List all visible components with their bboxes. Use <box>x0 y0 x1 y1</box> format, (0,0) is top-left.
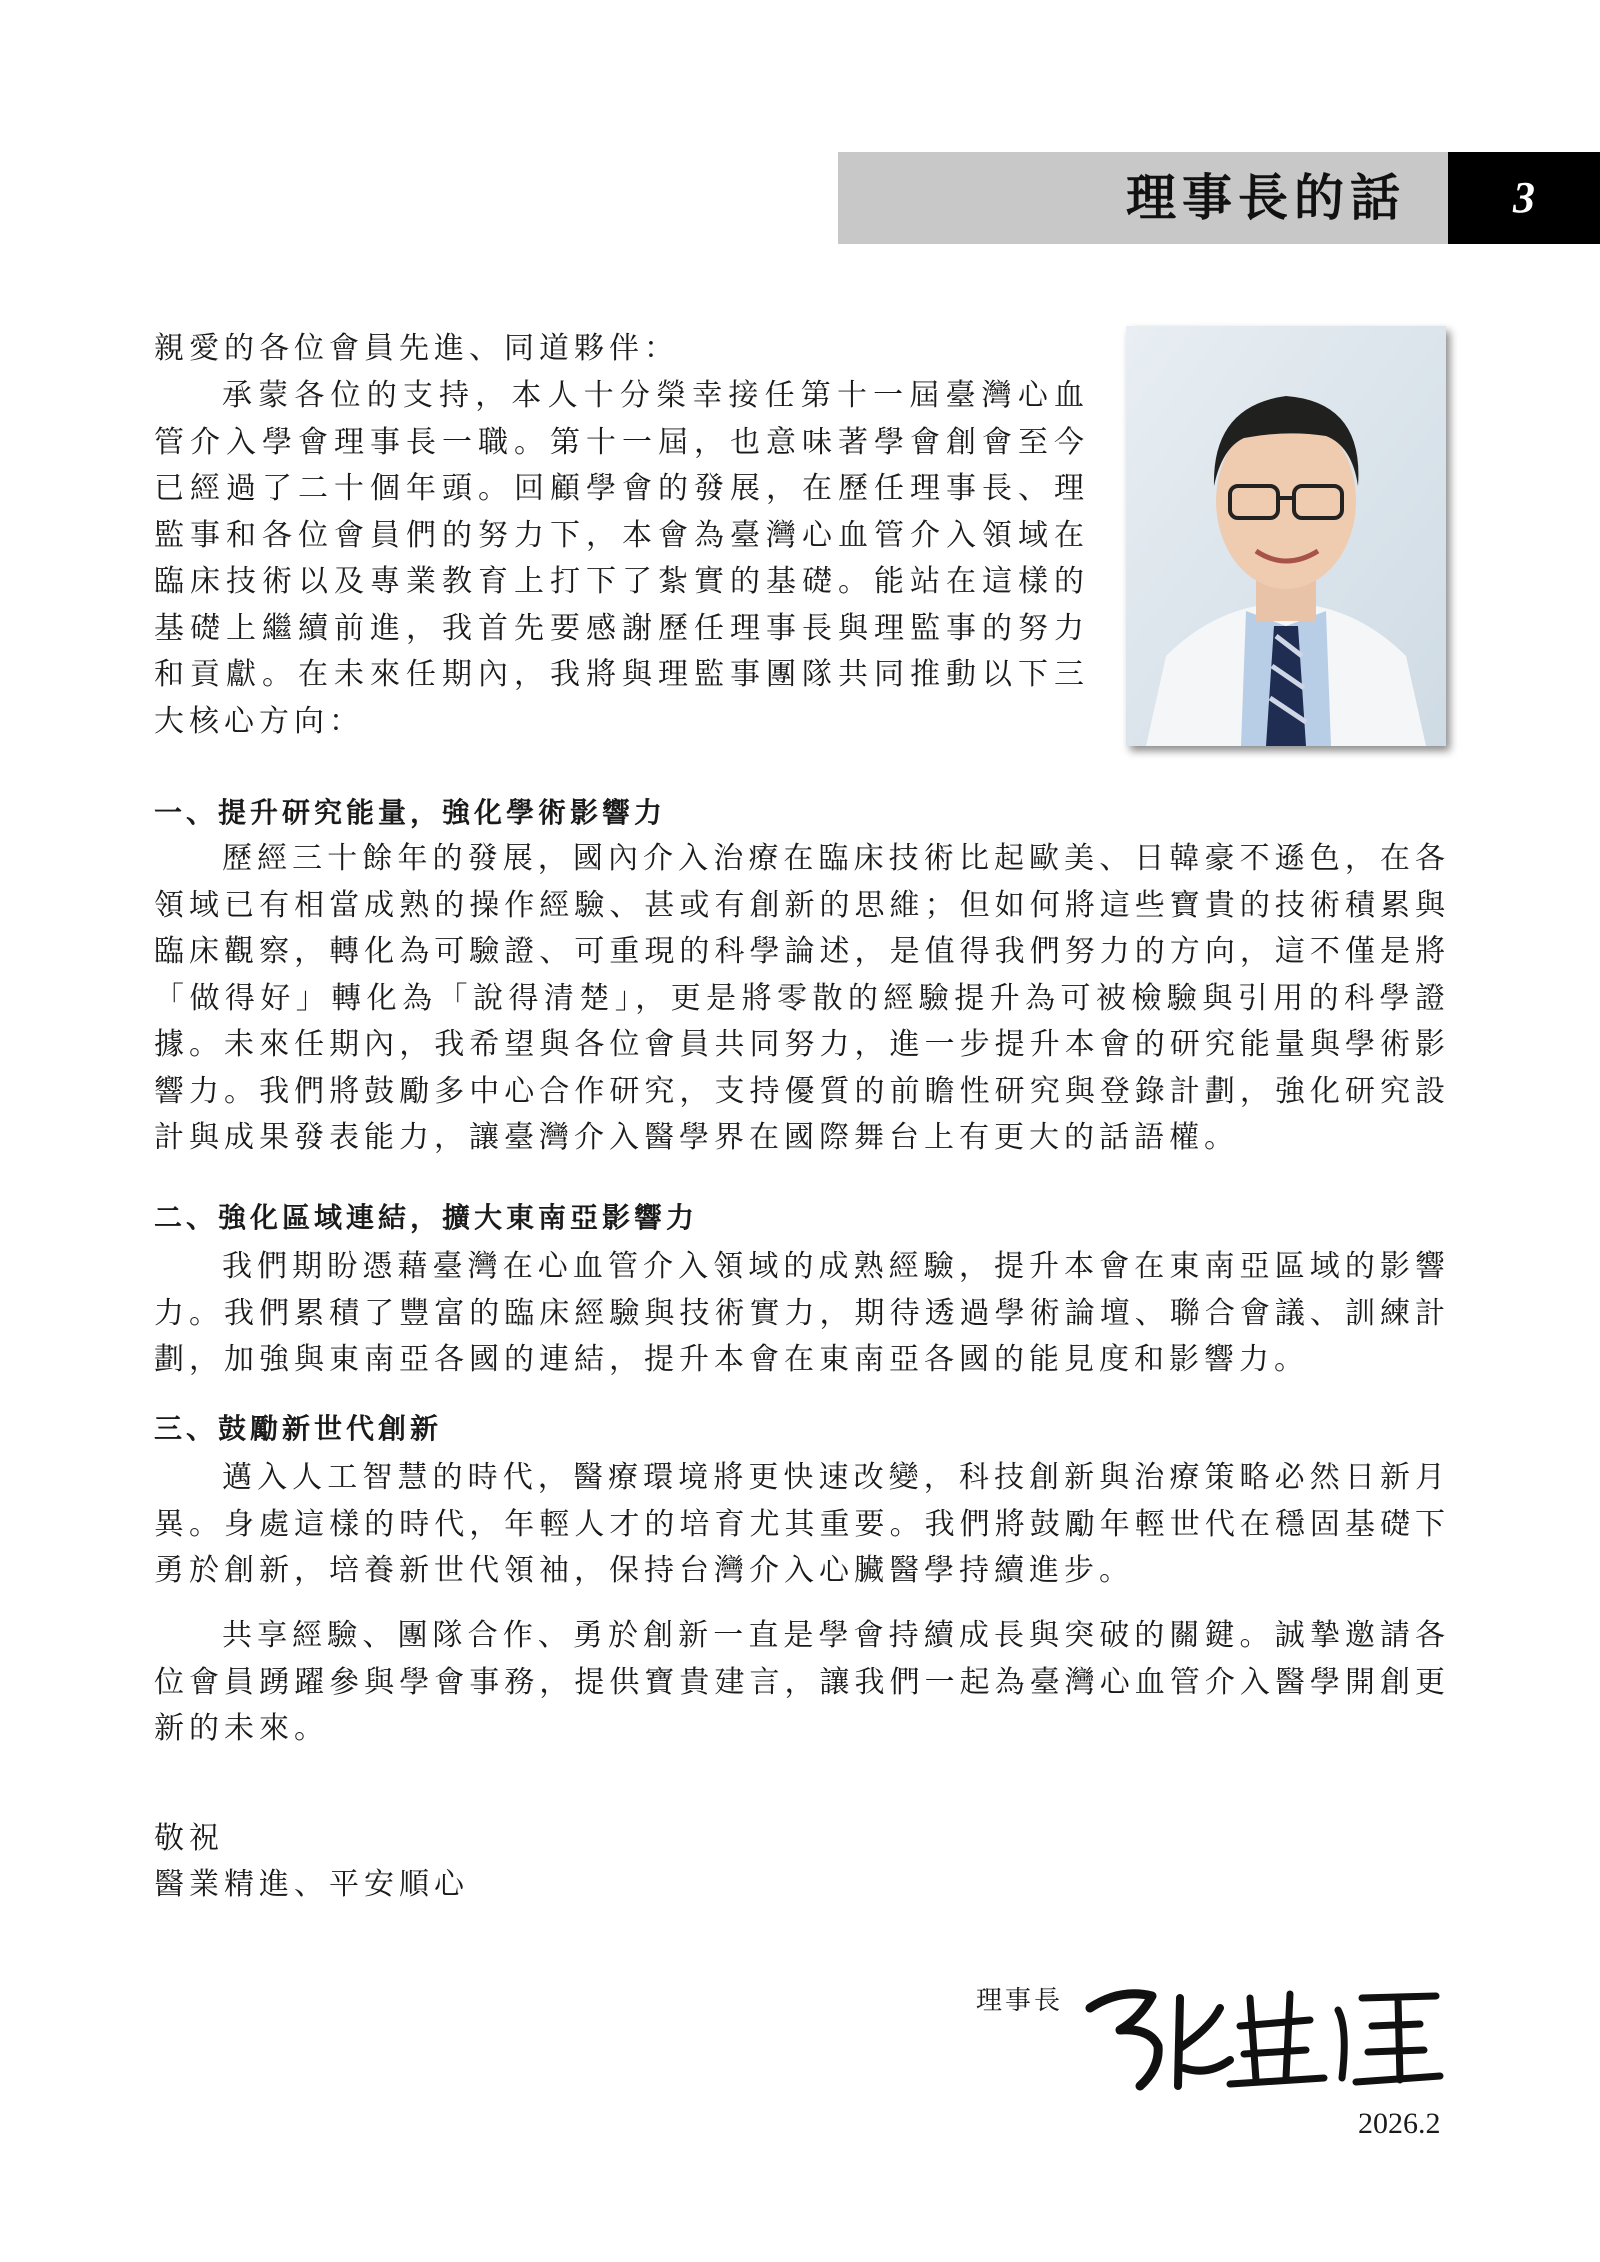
section-body-3 <box>154 1455 1450 1595</box>
signature-title: 理事長 <box>976 1986 1064 2016</box>
section-text-2: 我們期盼憑藉臺灣在心血管介入領域的成熟經驗，提升本會在東南亞區域的影響力。我們累積了豐富的臨床經驗與技術實力，期待透過學術論壇、聯合會議、訓練計劃，加強與東南亞各國的連結，提升本會在東南亞各國的能見度和影響力。 <box>154 1249 1450 1377</box>
date: 2026.2 <box>1358 2107 1441 2140</box>
handwritten-signature <box>1080 1968 1450 2098</box>
page-title: 理事長的話 <box>1126 169 1406 227</box>
section-body-1 <box>154 836 1450 1162</box>
header-title-bar <box>838 152 1448 244</box>
closing-wish: 醫業精進、平安順心 <box>154 1867 469 1902</box>
greeting: 親愛的各位會員先進、同道夥伴： <box>154 331 679 366</box>
chairman-portrait-photo <box>1126 326 1446 746</box>
section-text-3: 邁入人工智慧的時代，醫療環境將更快速改變，科技創新與治療策略必然日新月異。身處這樣的時代，年輕人才的培育尤其重要。我們將鼓勵年輕世代在穩固基礎下勇於創新，培養新世代領袖，保持台灣介入心臟醫學持續進步。 <box>154 1460 1450 1588</box>
intro-text: 承蒙各位的支持，本人十分榮幸接任第十一屆臺灣心血管介入學會理事長一職。第十一屆，也意味著學會創會至今已經過了二十個年頭。回顧學會的發展，在歷任理事長、理監事和各位會員們的努力下，本會為臺灣心血管介入領域在臨床技術以及專業教育上打下了紮實的基礎。能站在這樣的基礎上繼續前進，我首先要感謝歷任理事長與理監事的努力和貢獻。在未來任期內，我將與理監事團隊共同推動以下三大核心方向： <box>154 378 1089 739</box>
salutation: 敬祝 <box>154 1821 224 1856</box>
closing-paragraph <box>154 1613 1450 1753</box>
section-heading-1: 一、提升研究能量，強化學術影響力 <box>154 796 667 829</box>
section-text-1: 歷經三十餘年的發展，國內介入治療在臨床技術比起歐美、日韓豪不遜色，在各領域已有相當成熟的操作經驗、甚或有創新的思維；但如何將這些寶貴的技術積累與臨床觀察，轉化為可驗證、可重現的科學論述，是值得我們努力的方向，這不僅是將「做得好」轉化為「說得清楚」，更是將零散的經驗提升為可被檢驗與引用的科學證據。未來任期內，我希望與各位會員共同努力，進一步提升本會的研究能量與學術影響力。我們將鼓勵多中心合作研究，支持優質的前瞻性研究與登錄計劃，強化研究設計與成果發表能力，讓臺灣介入醫學界在國際舞台上有更大的話語權。 <box>154 841 1450 1155</box>
intro-paragraph <box>154 373 1089 745</box>
section-heading-3: 三、鼓勵新世代創新 <box>154 1412 443 1445</box>
section-body-2 <box>154 1244 1450 1384</box>
section-heading-2: 二、強化區域連結，擴大東南亞影響力 <box>154 1201 699 1234</box>
closing-text: 共享經驗、團隊合作、勇於創新一直是學會持續成長與突破的關鍵。誠摯邀請各位會員踴躍參與學會事務，提供寶貴建言，讓我們一起為臺灣心血管介入醫學開創更新的未來。 <box>154 1618 1450 1746</box>
page-number: 3 <box>1448 152 1600 244</box>
